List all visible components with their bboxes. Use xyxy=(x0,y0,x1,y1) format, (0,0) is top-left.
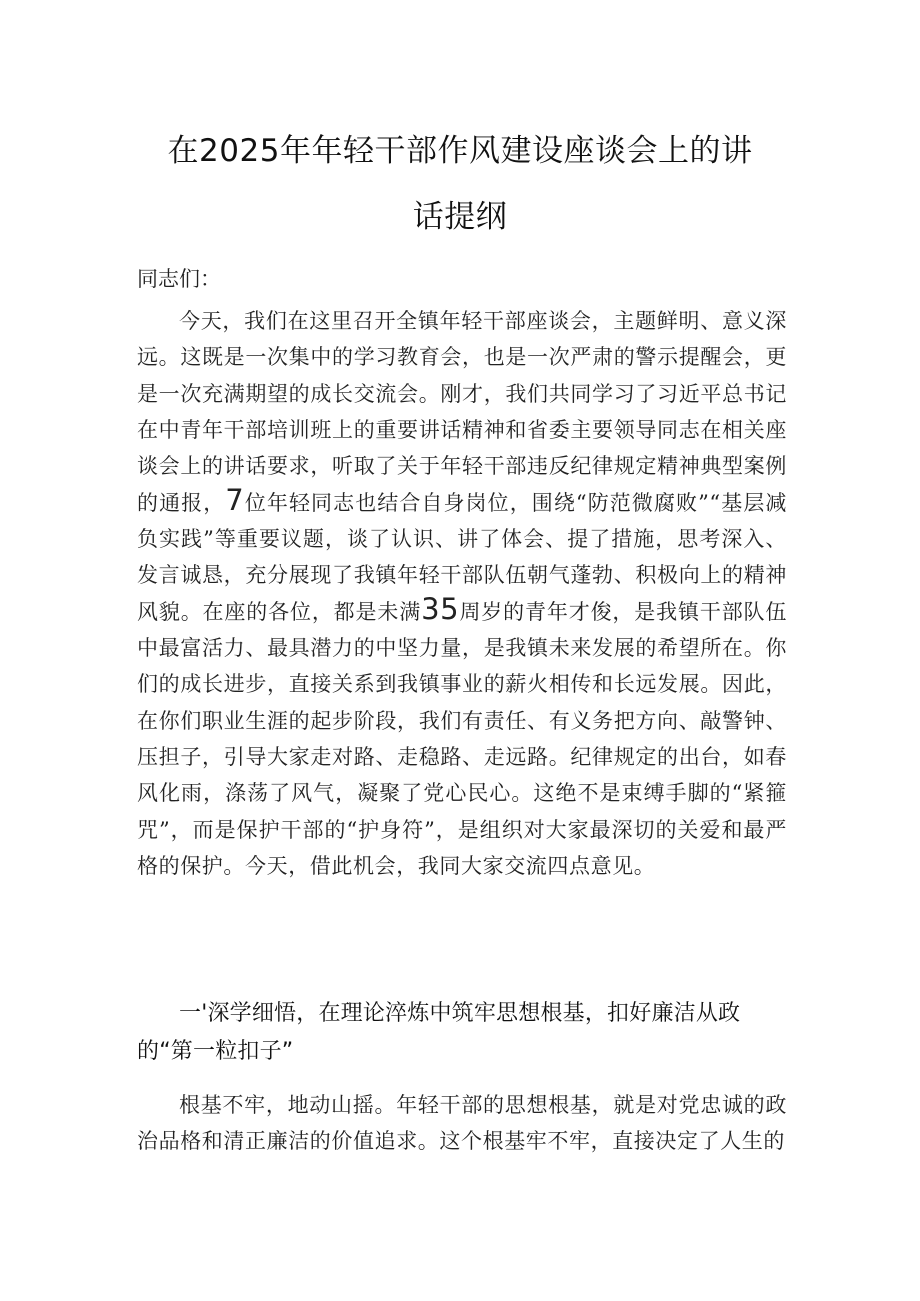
document-title-line-2: 话提纲 xyxy=(412,199,508,235)
paragraph-intro-part-c: 周岁的青年才俊，是我镇干部队伍中最富活力、最具潜力的中坚力量，是我镇未来发展的希望所在。你们的成长进步，直接关系到我镇事业的薪火相传和长远发展。因此，在你们职业生涯的起步阶段，我们有责任、有义务把方向、敲警钟、压担子，引导大家走对路、走稳路、走远路。纪律规定的出台，如春风化雨，涤荡了风气，凝聚了党心民心。这绝不是束缚手脚的“紧箍咒”，而是保护干部的“护身符”，是组织对大家最深切的关爱和最严格的保护。今天，借此机会，我同大家交流四点意见。 xyxy=(137,599,787,879)
paragraph-intro xyxy=(137,303,787,993)
age-thirty-five: 35 xyxy=(421,591,460,626)
section-heading-1: 一'深学细悟，在理论淬炼中筑牢思想根基，扣好廉洁从政的“第一粒扣子” xyxy=(137,1001,741,1064)
count-seven: 7 xyxy=(225,482,245,517)
document-title-line-1: 在2025年年轻干部作风建设座谈会上的讲 xyxy=(167,133,753,169)
paragraph-intro-part-a: 今天，我们在这里召开全镇年轻干部座谈会，主题鲜明、意义深远。这既是一次集中的学习教育会，也是一次严肃的警示提醒会，更是一次充满期望的成长交流会。刚才，我们共同学习了习近平总书记在中青年干部培训班上的重要讲话精神和省委主要领导同志在相关座谈会上的讲话要求，听取了关于年轻干部违反纪律规定精神典型案例的通报， xyxy=(137,309,787,515)
paragraph-intro-part-b: 位年轻同志也结合自身岗位，围绕“防范微腐败”“基层减负实践”等重要议题，谈了认识、讲了体会、提了措施，思考深入、发言诚恳，充分展现了我镇年轻干部队伍朝气蓬勃、积极向上的精神风貌。在座的各位，都是未满 xyxy=(137,490,787,624)
paragraph-section-1: 根基不牢，地动山摇。年轻干部的思想根基，就是对党忠诚的政治品格和清正廉洁的价值追求。这个根基牢不牢，直接决定了人生的 xyxy=(137,1093,787,1154)
salutation: 同志们： xyxy=(137,267,221,291)
